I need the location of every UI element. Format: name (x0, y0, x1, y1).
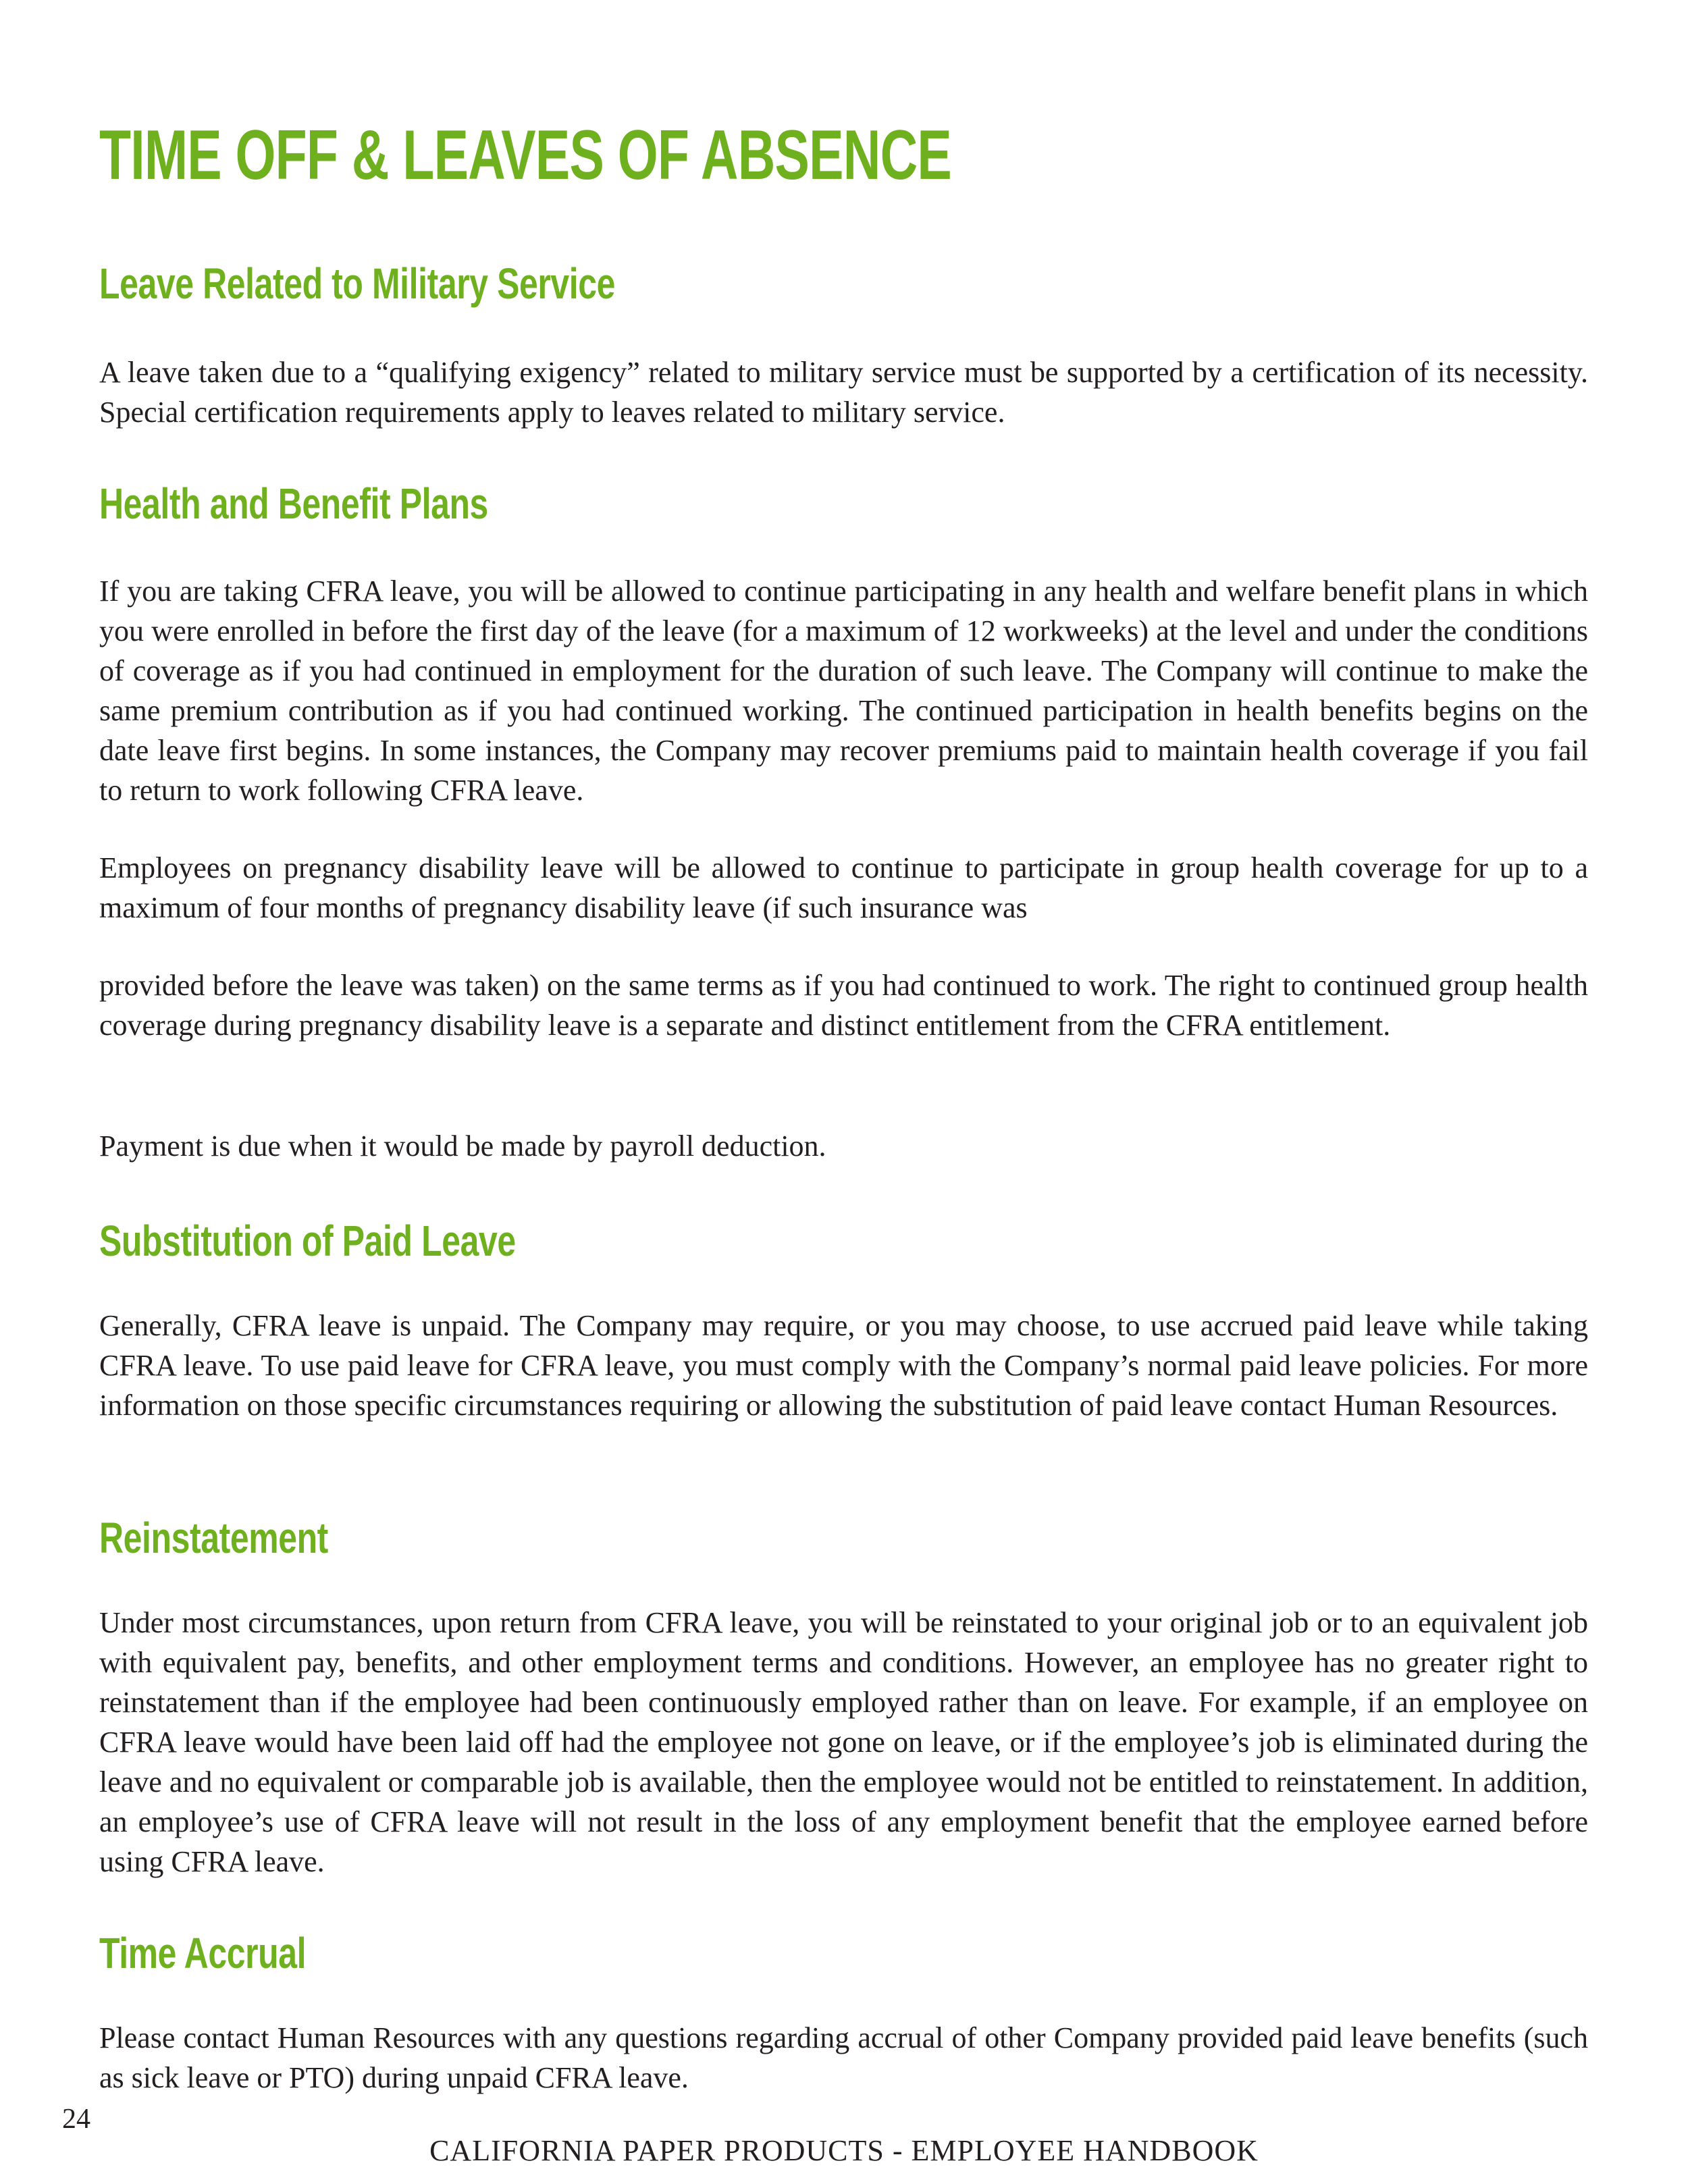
section-heading-time-accrual: Time Accrual (99, 1929, 307, 1977)
page-title: TIME OFF & LEAVES OF ABSENCE (99, 116, 952, 194)
paragraph-reinstatement: Under most circumstances, upon return from CFRA leave, you will be reinstated to your original job or to an equivalent job with equivalent pay, benefits, and other employment terms and conditions. However, an employee has no greater right to reinstatement than if the employee had been continuously employed rather than on leave. For example, if an employee on CFRA leave would have been laid off had the employee not gone on leave, or if the employee’s job is eliminated during the leave and no equivalent or comparable job is available, then the employee would not be entitled to reinstatement. In addition, an employee’s use of CFRA leave will not result in the loss of any employment benefit that the employee earned before using CFRA leave. (99, 1606, 1588, 1878)
paragraph-health-benefit-plans-4: Payment is due when it would be made by payroll deduction. (99, 1129, 826, 1163)
section-heading-military-service: Leave Related to Military Service (99, 259, 616, 308)
page-number: 24 (62, 2104, 90, 2135)
paragraph-health-benefit-plans-3: provided before the leave was taken) on the same terms as if you had continued to work. The right to continued group health coverage during pregnancy disability leave is a separate and distinct entitlement from the CFRA entitlement. (99, 969, 1588, 1042)
paragraph-health-benefit-plans-2: Employees on pregnancy disability leave will be allowed to continue to participate in group health coverage for up to a maximum of four months of pregnancy disability leave (if such insurance was (99, 851, 1588, 924)
paragraph-military-service: A leave taken due to a “qualifying exigency” related to military service must be supported by a certification of its necessity. Special certification requirements apply to leaves related to military service. (99, 356, 1588, 429)
section-heading-health-benefit-plans: Health and Benefit Plans (99, 479, 488, 528)
section-heading-substitution-paid-leave: Substitution of Paid Leave (99, 1217, 516, 1265)
paragraph-time-accrual: Please contact Human Resources with any questions regarding accrual of other Company provided paid leave benefits (such as sick leave or PTO) during unpaid CFRA leave. (99, 2021, 1588, 2094)
paragraph-substitution-paid-leave: Generally, CFRA leave is unpaid. The Company may require, or you may choose, to use accrued paid leave while taking CFRA leave. To use paid leave for CFRA leave, you must comply with the Company’s normal paid leave policies. For more information on those specific circumstances requiring or allowing the substitution of paid leave contact Human Resources. (99, 1309, 1588, 1422)
section-heading-reinstatement: Reinstatement (99, 1514, 328, 1562)
paragraph-health-benefit-plans-1: If you are taking CFRA leave, you will be allowed to continue participating in any health and welfare benefit plans in which you were enrolled in before the first day of the leave (for a maximum of 12 workweeks) at the level and under the conditions of coverage as if you had continued in employment for the duration of such leave. The Company will continue to make the same premium contribution as if you had continued working. The continued participation in health benefits begins on the date leave first begins. In some instances, the Company may recover premiums paid to maintain health coverage if you fail to return to work following CFRA leave. (99, 575, 1588, 807)
page-footer: CALIFORNIA PAPER PRODUCTS - EMPLOYEE HANDBOOK (429, 2134, 1259, 2167)
